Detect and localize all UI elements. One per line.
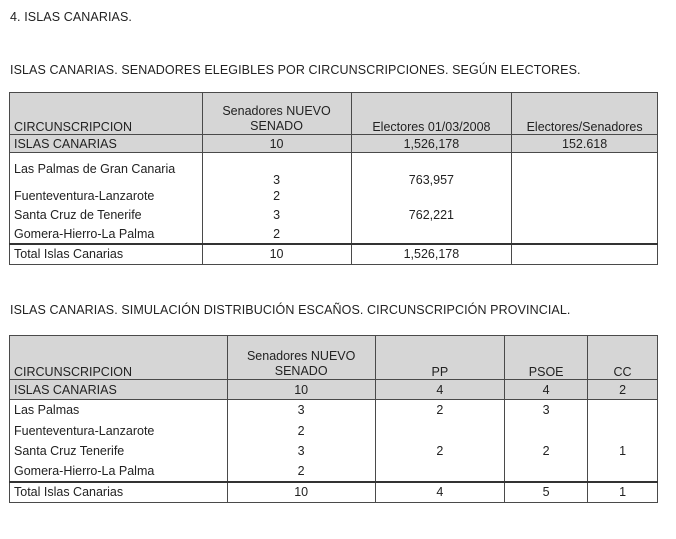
row-senadores: 3 bbox=[202, 205, 351, 225]
table-row bbox=[10, 421, 658, 441]
table-header-row bbox=[10, 336, 658, 380]
row-name: Fuenteventura-Lanzarote bbox=[10, 421, 228, 441]
row-psoe: 2 bbox=[505, 441, 588, 461]
header-senadores: Senadores NUEVO SENADO bbox=[202, 93, 351, 135]
table-row-total bbox=[10, 482, 658, 503]
row-ratio bbox=[512, 225, 658, 244]
row-senadores: 3 bbox=[227, 400, 375, 421]
row-psoe: 3 bbox=[505, 400, 588, 421]
table-row bbox=[10, 153, 658, 187]
header-ratio: Electores/Senadores bbox=[512, 93, 658, 135]
row-electores bbox=[351, 187, 512, 205]
row-senadores: 10 bbox=[202, 135, 351, 153]
row-senadores: 10 bbox=[227, 380, 375, 400]
row-name: Total Islas Canarias bbox=[10, 244, 203, 265]
row-name: Gomera-Hierro-La Palma bbox=[10, 225, 203, 244]
table-distribucion-escanos bbox=[9, 335, 658, 503]
row-pp: 2 bbox=[375, 441, 505, 461]
row-name: Fuenteventura-Lanzarote bbox=[10, 187, 203, 205]
table-senadores-electores bbox=[9, 92, 658, 265]
section-title: 4. ISLAS CANARIAS. bbox=[10, 10, 132, 24]
row-psoe bbox=[505, 461, 588, 482]
row-cc bbox=[588, 461, 658, 482]
row-senadores: 2 bbox=[202, 225, 351, 244]
table1-title: ISLAS CANARIAS. SENADORES ELEGIBLES POR CIRCUNSCRIPCIONES. SEGÚN ELECTORES. bbox=[10, 63, 581, 77]
header-electores: Electores 01/03/2008 bbox=[351, 93, 512, 135]
row-psoe: 5 bbox=[505, 482, 588, 503]
row-name: Santa Cruz de Tenerife bbox=[10, 205, 203, 225]
row-psoe: 4 bbox=[505, 380, 588, 400]
row-pp bbox=[375, 421, 505, 441]
row-ratio bbox=[512, 244, 658, 265]
row-senadores: 2 bbox=[202, 187, 351, 205]
row-ratio: 152.618 bbox=[512, 135, 658, 153]
row-senadores: 10 bbox=[202, 244, 351, 265]
row-cc bbox=[588, 421, 658, 441]
row-name: ISLAS CANARIAS bbox=[10, 380, 228, 400]
row-pp: 2 bbox=[375, 400, 505, 421]
row-cc: 2 bbox=[588, 380, 658, 400]
row-name: Santa Cruz Tenerife bbox=[10, 441, 228, 461]
table-row bbox=[10, 400, 658, 421]
row-ratio bbox=[512, 187, 658, 205]
row-cc bbox=[588, 400, 658, 421]
row-electores: 1,526,178 bbox=[351, 244, 512, 265]
header-circunscripcion: CIRCUNSCRIPCION bbox=[10, 336, 228, 380]
row-pp: 4 bbox=[375, 482, 505, 503]
row-pp bbox=[375, 461, 505, 482]
row-senadores: 2 bbox=[227, 421, 375, 441]
table-row bbox=[10, 380, 658, 400]
row-psoe bbox=[505, 421, 588, 441]
header-senadores: Senadores NUEVO SENADO bbox=[227, 336, 375, 380]
row-cc: 1 bbox=[588, 441, 658, 461]
header-cc: CC bbox=[588, 336, 658, 380]
row-electores: 1,526,178 bbox=[351, 135, 512, 153]
row-name: Las Palmas de Gran Canaria bbox=[10, 153, 203, 187]
row-electores bbox=[351, 225, 512, 244]
table-row bbox=[10, 135, 658, 153]
row-electores: 762,221 bbox=[351, 205, 512, 225]
row-name: Gomera-Hierro-La Palma bbox=[10, 461, 228, 482]
row-electores: 763,957 bbox=[351, 153, 512, 187]
table-row bbox=[10, 187, 658, 205]
row-cc: 1 bbox=[588, 482, 658, 503]
row-senadores: 3 bbox=[202, 153, 351, 187]
table2-title: ISLAS CANARIAS. SIMULACIÓN DISTRIBUCIÓN ESCAÑOS. CIRCUNSCRIPCIÓN PROVINCIAL. bbox=[10, 303, 571, 317]
row-name: ISLAS CANARIAS bbox=[10, 135, 203, 153]
table-header-row bbox=[10, 93, 658, 135]
row-name: Total Islas Canarias bbox=[10, 482, 228, 503]
table-row bbox=[10, 441, 658, 461]
header-pp: PP bbox=[375, 336, 505, 380]
row-senadores: 2 bbox=[227, 461, 375, 482]
table-row bbox=[10, 461, 658, 482]
row-ratio bbox=[512, 205, 658, 225]
table-row bbox=[10, 205, 658, 225]
row-name: Las Palmas bbox=[10, 400, 228, 421]
table-row-total bbox=[10, 244, 658, 265]
row-pp: 4 bbox=[375, 380, 505, 400]
row-senadores: 10 bbox=[227, 482, 375, 503]
row-ratio bbox=[512, 153, 658, 187]
header-circunscripcion: CIRCUNSCRIPCION bbox=[10, 93, 203, 135]
table-row bbox=[10, 225, 658, 244]
row-senadores: 3 bbox=[227, 441, 375, 461]
header-psoe: PSOE bbox=[505, 336, 588, 380]
